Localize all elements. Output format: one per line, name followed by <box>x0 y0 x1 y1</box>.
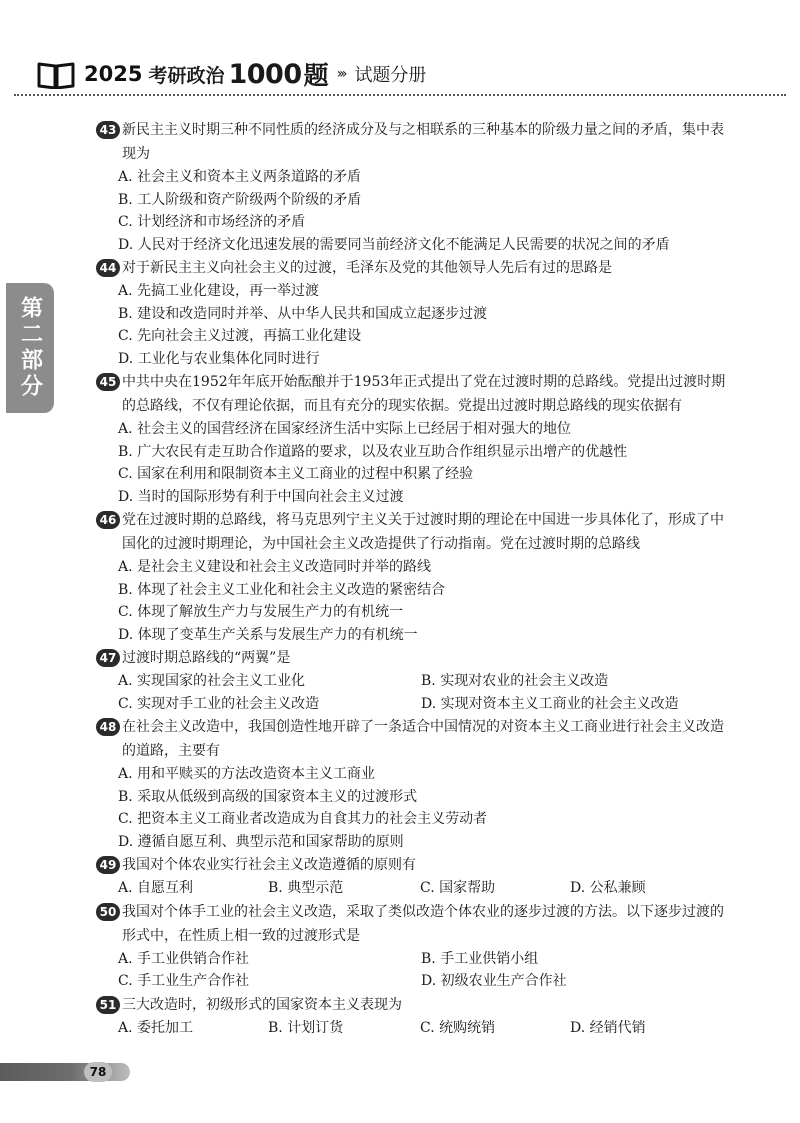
option-b: B. 体现了社会主义工业化和社会主义改造的紧密结合 <box>118 581 446 598</box>
header-year: 2025 <box>84 62 143 86</box>
header-ti: 题 <box>303 61 329 90</box>
question-text: 过渡时期总路线的“两翼”是 <box>122 650 291 666</box>
question-stem <box>96 118 736 166</box>
question-list <box>96 118 736 1039</box>
option-a: A. 手工业供销合作社 <box>118 950 250 967</box>
question-stem <box>96 715 736 763</box>
header-name: 考研政治 <box>148 64 225 87</box>
header-count: 1000 <box>228 58 302 90</box>
question-stem <box>96 993 736 1017</box>
page-header <box>36 58 766 90</box>
question-stem <box>96 646 736 670</box>
option-a: A. 用和平赎买的方法改造资本主义工商业 <box>118 766 376 782</box>
question-47 <box>96 646 736 715</box>
question-43 <box>96 118 736 256</box>
option-b: B. 工人阶级和资产阶级两个阶级的矛盾 <box>118 191 362 208</box>
header-subtitle: 试题分册 <box>354 65 427 86</box>
option-list <box>96 556 736 646</box>
question-number-badge: 49 <box>96 856 120 874</box>
option-list <box>96 280 736 370</box>
option-list <box>96 670 736 715</box>
question-text: 我国对个体农业实行社会主义改造遵循的原则有 <box>122 857 416 873</box>
question-number-badge: 45 <box>96 373 120 391</box>
option-d: D. 实现对资本主义工商业的社会主义改造 <box>421 695 679 712</box>
question-stem <box>96 370 736 418</box>
question-stem <box>96 508 736 556</box>
option-c: C. 实现对手工业的社会主义改造 <box>118 695 320 712</box>
option-b: B. 采取从低级到高级的国家资本主义的过渡形式 <box>118 788 418 805</box>
question-number-badge: 46 <box>96 511 120 529</box>
option-b: B. 广大农民有走互助合作道路的要求，以及农业互助合作组织显示出增产的优越性 <box>118 443 628 460</box>
question-50 <box>96 900 736 993</box>
header-divider <box>14 94 786 96</box>
question-45 <box>96 370 736 508</box>
option-d: D. 经销代销 <box>570 1019 646 1036</box>
option-c: C. 体现了解放生产力与发展生产力的有机统一 <box>118 604 404 620</box>
option-list <box>96 877 736 900</box>
option-b: B. 计划订货 <box>268 1019 344 1036</box>
question-text: 中共中央在1952年年底开始酝酿并于1953年正式提出了党在过渡时期的总路线。党提出过渡时期的总路线，不仅有理论依据，而且有充分的现实依据。党提出过渡时期总路线的现实依据有 <box>122 374 726 414</box>
question-text: 党在过渡时期的总路线，将马克思列宁主义关于过渡时期的理论在中国进一步具体化了，形成了中国化的过渡时期理论，为中国社会主义改造提供了行动指南。党在过渡时期的总路线 <box>122 512 724 552</box>
option-d: D. 遵循自愿互利、典型示范和国家帮助的原则 <box>118 833 404 850</box>
option-c: C. 国家帮助 <box>420 880 496 896</box>
section-tab <box>6 283 54 413</box>
option-list <box>96 763 736 853</box>
option-a: A. 实现国家的社会主义工业化 <box>118 673 306 689</box>
question-number-badge: 44 <box>96 259 120 277</box>
section-tab-label: 第二部分 <box>17 296 43 400</box>
option-d: D. 人民对于经济文化迅速发展的需要同当前经济文化不能满足人民需要的状况之间的矛盾 <box>118 236 670 253</box>
question-text: 对于新民主主义向社会主义的过渡，毛泽东及党的其他领导人先后有过的思路是 <box>122 260 612 276</box>
option-list <box>96 948 736 993</box>
option-a: A. 社会主义的国营经济在国家经济生活中实际上已经居于相对强大的地位 <box>118 421 572 437</box>
header-arrows: ››› <box>336 66 345 82</box>
question-text: 我国对个体手工业的社会主义改造，采取了类似改造个体农业的逐步过渡的方法。以下逐步过渡的形式中，在性质上相一致的过渡形式是 <box>122 903 724 944</box>
option-b: B. 实现对农业的社会主义改造 <box>421 673 609 689</box>
option-list <box>96 1017 736 1040</box>
question-stem <box>96 900 736 948</box>
option-d: D. 体现了变革生产关系与发展生产力的有机统一 <box>118 626 418 643</box>
option-c: C. 把资本主义工商业者改造成为自食其力的社会主义劳动者 <box>118 811 488 827</box>
option-c: C. 计划经济和市场经济的矛盾 <box>118 214 306 230</box>
option-d: D. 公私兼顾 <box>570 880 646 896</box>
question-text: 三大改造时，初级形式的国家资本主义表现为 <box>122 996 402 1013</box>
option-a: A. 是社会主义建设和社会主义改造同时并举的路线 <box>118 559 432 575</box>
option-list <box>96 418 736 508</box>
question-number-badge: 48 <box>96 718 120 736</box>
question-51 <box>96 993 736 1040</box>
option-d: D. 当时的国际形势有利于中国向社会主义过渡 <box>118 488 404 505</box>
question-text: 在社会主义改造中，我国创造性地开辟了一条适合中国情况的对资本主义工商业进行社会主义改造的道路，主要有 <box>122 719 724 759</box>
option-d: D. 初级农业生产合作社 <box>421 973 567 989</box>
question-number-badge: 47 <box>96 649 120 667</box>
option-list <box>96 166 736 256</box>
question-number-badge: 51 <box>96 996 120 1014</box>
option-a: A. 自愿互利 <box>118 880 194 896</box>
page-number: 78 <box>84 1062 112 1082</box>
question-number-badge: 43 <box>96 121 120 139</box>
option-b: B. 典型示范 <box>268 880 344 896</box>
question-number-badge: 50 <box>96 903 120 921</box>
option-c: C. 手工业生产合作社 <box>118 973 250 989</box>
question-stem <box>96 256 736 280</box>
option-a: A. 委托加工 <box>118 1019 194 1036</box>
question-49 <box>96 853 736 900</box>
option-d: D. 工业化与农业集体化同时进行 <box>118 350 320 367</box>
option-a: A. 先搞工业化建设，再一举过渡 <box>118 283 320 299</box>
question-48 <box>96 715 736 853</box>
option-c: C. 统购统销 <box>420 1019 496 1036</box>
option-a: A. 社会主义和资本主义两条道路的矛盾 <box>118 169 362 185</box>
question-46 <box>96 508 736 646</box>
option-c: C. 先向社会主义过渡，再搞工业化建设 <box>118 328 362 344</box>
option-b: B. 建设和改造同时并举、从中华人民共和国成立起逐步过渡 <box>118 305 488 322</box>
question-text: 新民主主义时期三种不同性质的经济成分及与之相联系的三种基本的阶级力量之间的矛盾，集中表现为 <box>122 122 724 162</box>
option-b: B. 手工业供销小组 <box>421 950 539 967</box>
book-icon <box>36 59 76 89</box>
question-stem <box>96 853 736 877</box>
question-44 <box>96 256 736 370</box>
option-c: C. 国家在利用和限制资本主义工商业的过程中积累了经验 <box>118 466 474 482</box>
